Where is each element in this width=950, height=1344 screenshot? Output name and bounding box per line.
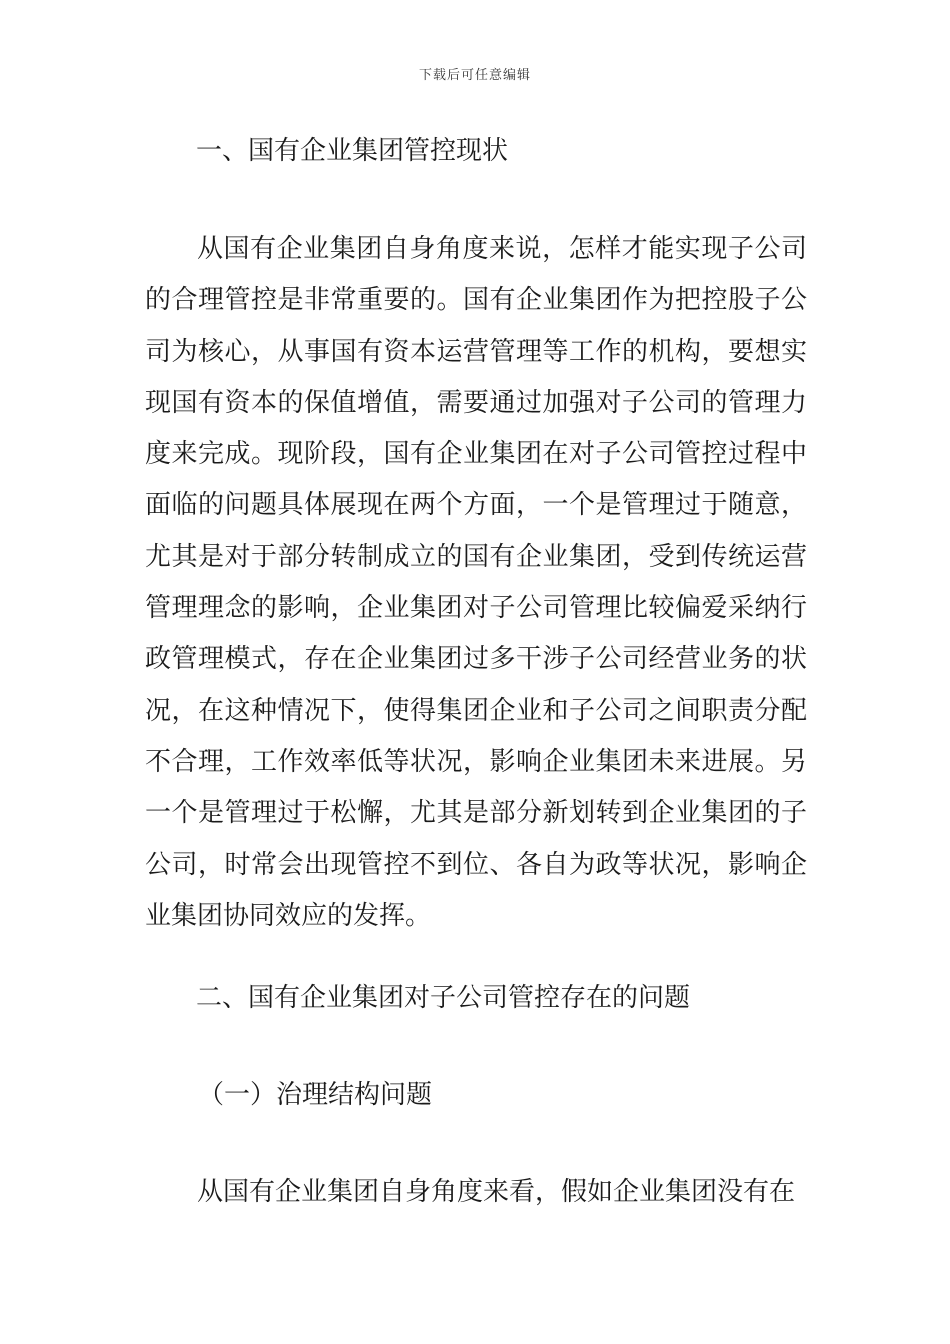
section-2-heading: 二、国有企业集团对子公司管控存在的问题 [196,983,691,1013]
section-2-paragraph: 从国有企业集团自身角度来看，假如企业集团没有在 [197,1177,796,1207]
header-note: 下载后可任意编辑 [418,68,531,83]
section-2-subheading: （一）治理结构问题 [198,1080,433,1110]
section-1-paragraph: 从国有企业集团自身角度来说，怎样才能实现子公司的合理管控是非常重要的。国有企业集团作为把控股子公司为核心，从事国有资本运营管理等工作的机构，要想实现国有资本的保值增值，需要通过加强对子公司的管理力度来完成。现阶段，国有企业集团在对子公司管控过程中面临的问题具体展现在两个方面，一个是管理过于随意，尤其是对于部分转制成立的国有企业集团，受到传统运营管理理念的影响，企业集团对子公司管理比较偏爱采纳行政管理模式，存在企业集团过多干涉子公司经营业务的状况，在这种情况下，使得集团企业和子公司之间职责分配不合理，工作效率低等状况，影响企业集团未来进展。另一个是管理过于松懈，尤其是部分新划转到企业集团的子公司，时常会出现管控不到位、各自为政等状况，影响企业集团协同效应的发挥。 [145,234,807,931]
section-1-heading: 一、国有企业集团管控现状 [196,136,509,166]
